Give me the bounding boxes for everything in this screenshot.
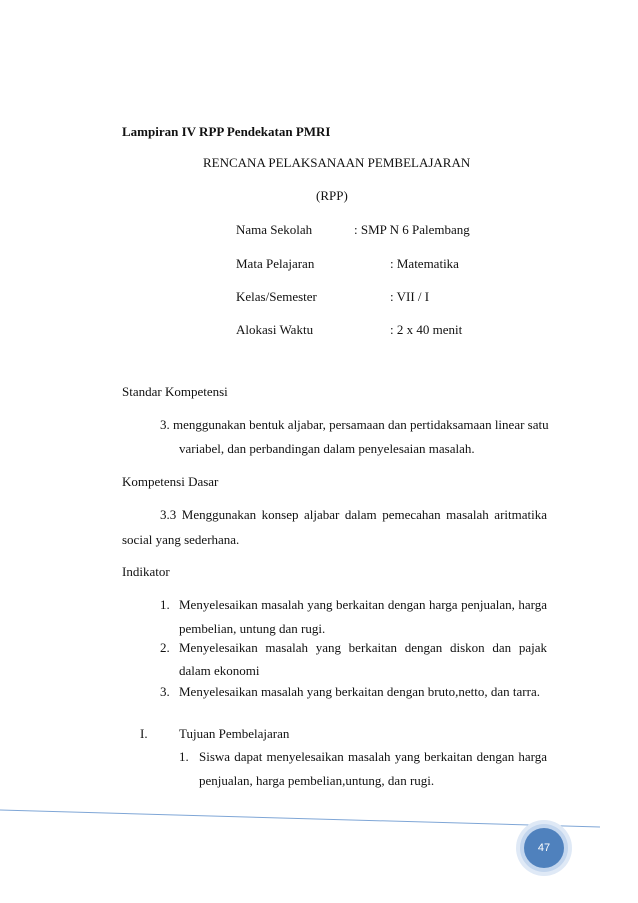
info-label-class-semester: Kelas/Semester xyxy=(236,289,317,304)
indikator-item-text: Menyelesaikan masalah yang berkaitan dengan harga penjualan, harga xyxy=(179,597,547,612)
document-title: RENCANA PELAKSANAAN PEMBELAJARAN xyxy=(203,155,471,170)
kompetensi-dasar-line: 3.3 Menggunakan konsep aljabar dalam pemecahan masalah aritmatika xyxy=(160,507,547,522)
tujuan-item-text: penjualan, harga pembelian,untung, dan rugi. xyxy=(199,773,435,788)
indikator-item-number: 3. xyxy=(160,684,170,699)
page-number: 47 xyxy=(524,828,564,868)
standar-kompetensi-line: variabel, dan perbandingan dalam penyelesaian masalah. xyxy=(179,441,475,456)
info-label-school: Nama Sekolah xyxy=(236,222,313,237)
info-value-class-semester: : VII / I xyxy=(390,289,430,304)
indikator-item-text: dalam ekonomi xyxy=(179,663,260,678)
tujuan-item-number: 1. xyxy=(179,749,189,764)
page-number-badge xyxy=(516,820,572,876)
document-subtitle: (RPP) xyxy=(316,188,348,203)
info-value-subject: : Matematika xyxy=(390,256,459,271)
info-label-subject: Mata Pelajaran xyxy=(236,256,315,271)
indikator-item-text: Menyelesaikan masalah yang berkaitan dengan diskon dan pajak xyxy=(179,640,547,655)
indikator-item-text: Menyelesaikan masalah yang berkaitan dengan bruto,netto, dan tarra. xyxy=(179,684,540,699)
indikator-item-text: pembelian, untung dan rugi. xyxy=(179,621,326,636)
kompetensi-dasar-heading: Kompetensi Dasar xyxy=(122,474,219,489)
indikator-heading: Indikator xyxy=(122,564,170,579)
tujuan-item-text: Siswa dapat menyelesaikan masalah yang berkaitan dengan harga xyxy=(199,749,547,764)
info-value-time: : 2 x 40 menit xyxy=(390,322,463,337)
standar-kompetensi-line: 3. menggunakan bentuk aljabar, persamaan dan pertidaksamaan linear satu xyxy=(160,417,549,432)
indikator-item-number: 2. xyxy=(160,640,170,655)
document-heading: Lampiran IV RPP Pendekatan PMRI xyxy=(122,124,331,139)
section-roman-numeral: I. xyxy=(140,726,148,741)
info-label-time: Alokasi Waktu xyxy=(236,322,314,337)
tujuan-heading: Tujuan Pembelajaran xyxy=(179,726,290,741)
indikator-item-number: 1. xyxy=(160,597,170,612)
standar-kompetensi-heading: Standar Kompetensi xyxy=(122,384,228,399)
kompetensi-dasar-line: social yang sederhana. xyxy=(122,532,240,547)
page-number-ring xyxy=(520,824,568,872)
info-value-school: : SMP N 6 Palembang xyxy=(354,222,470,237)
